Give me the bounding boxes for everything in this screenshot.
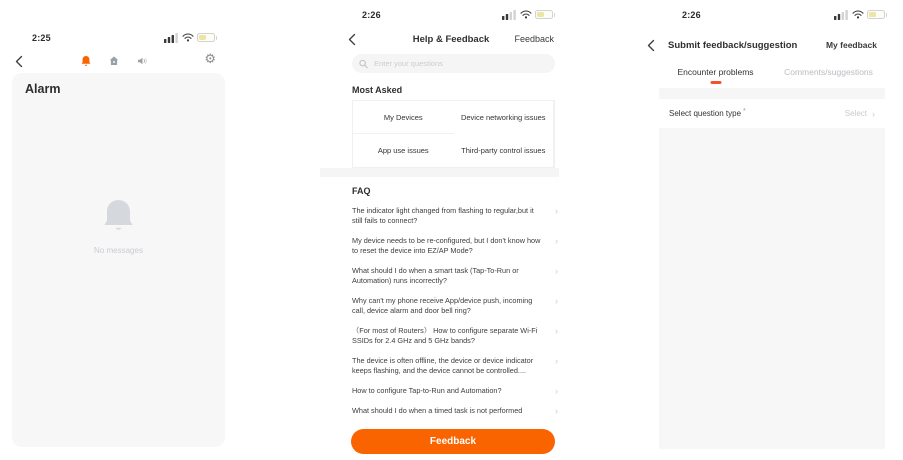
faq-item[interactable] <box>352 356 558 376</box>
submit-nav-bar <box>647 37 877 53</box>
alarm-bell-icon[interactable] <box>80 55 92 68</box>
chevron-right-icon: › <box>555 206 558 216</box>
section-divider <box>659 88 885 99</box>
question-type-row[interactable] <box>659 99 885 128</box>
faq-item[interactable] <box>352 386 558 396</box>
empty-bell-icon <box>100 196 137 235</box>
home-tab-icon[interactable] <box>108 55 120 67</box>
faq-item[interactable] <box>352 266 558 286</box>
search-input[interactable] <box>372 58 548 69</box>
chevron-right-icon: › <box>555 406 558 416</box>
chevron-right-icon: › <box>872 108 875 119</box>
nav-action-feedback[interactable]: Feedback <box>514 34 554 44</box>
status-icons <box>164 33 215 43</box>
faq-question-text: What should I do when a smart task (Tap-To-Run or Automation) runs incorrectly? <box>352 266 519 285</box>
back-button[interactable] <box>647 39 655 52</box>
search-bar <box>352 54 555 73</box>
status-time: 2:25 <box>32 32 51 43</box>
status-bar <box>682 8 885 21</box>
most-asked-cell-label: My Devices <box>383 112 423 122</box>
most-asked-cell-label: Third-party control issues <box>461 146 546 155</box>
faq-question-text: What should I do when a timed task is not performed <box>352 406 523 415</box>
section-divider <box>320 168 559 177</box>
section-heading-faq: FAQ <box>352 186 371 196</box>
most-asked-cell[interactable] <box>454 101 555 134</box>
status-bar <box>32 31 215 44</box>
signal-icon <box>834 10 849 20</box>
empty-state <box>12 196 225 255</box>
faq-question-text: The device is often offline, the device or device indicator keeps flashing, and the device cannot be controlled.... <box>352 356 534 375</box>
most-asked-cell-label: App use issues <box>377 146 429 155</box>
screen-alarm <box>0 0 236 460</box>
faq-question-text: How to configure Tap-to-Run and Automation? <box>352 386 502 395</box>
wifi-icon <box>182 33 194 42</box>
faq-question-text: Why can't my phone receive App/device push, incoming call, device alarm and door bell ring? <box>352 296 533 315</box>
chevron-right-icon: › <box>555 356 558 366</box>
most-asked-cell[interactable] <box>454 134 555 167</box>
battery-icon <box>535 10 553 19</box>
status-time: 2:26 <box>682 9 701 20</box>
status-bar <box>362 8 553 21</box>
faq-question-text: My device needs to be re-configured, but I don't know how to reset the device into EZ/AP Mode? <box>352 236 541 255</box>
chevron-right-icon: › <box>555 236 558 246</box>
alarm-panel <box>12 73 225 447</box>
nav-action-my-feedback[interactable]: My feedback <box>825 40 877 50</box>
faq-item[interactable] <box>352 236 558 256</box>
help-nav-bar <box>348 31 554 47</box>
battery-icon <box>197 33 215 42</box>
screen-help-feedback <box>301 0 602 460</box>
feedback-tabs <box>659 64 885 84</box>
status-time: 2:26 <box>362 9 381 20</box>
required-asterisk: * <box>743 108 746 115</box>
page-title: Help & Feedback <box>412 33 490 45</box>
screen-submit-feedback <box>602 0 903 460</box>
tab-comments-suggestions[interactable]: Comments/suggestions <box>784 67 873 77</box>
faq-item[interactable] <box>352 406 558 416</box>
back-button[interactable] <box>15 55 23 68</box>
wifi-icon <box>852 10 864 19</box>
status-icons <box>502 10 553 20</box>
bulletin-speaker-icon[interactable] <box>136 55 149 67</box>
most-asked-cell[interactable] <box>353 101 454 134</box>
faq-item[interactable] <box>352 296 558 316</box>
chevron-right-icon: › <box>555 266 558 276</box>
feedback-button[interactable]: Feedback <box>351 429 555 454</box>
select-value: Select <box>844 109 867 118</box>
faq-question-text: The indicator light changed from flashing to regular,but it still fails to connect? <box>352 206 534 225</box>
faq-item[interactable] <box>352 206 558 226</box>
most-asked-cell[interactable] <box>353 134 454 167</box>
page-title: Submit feedback/suggestion <box>668 39 798 51</box>
chevron-right-icon: › <box>555 386 558 396</box>
chevron-right-icon: › <box>555 296 558 306</box>
status-icons <box>834 10 885 20</box>
signal-icon <box>502 10 517 20</box>
most-asked-grid <box>352 100 555 168</box>
faq-list <box>352 206 558 426</box>
faq-question-text: （For most of Routers） How to configure separate Wi-Fi SSIDs for 2.4 GHz and 5 GHz bands? <box>352 326 538 345</box>
wifi-icon <box>520 10 532 19</box>
signal-icon <box>164 33 179 43</box>
page-title: Alarm <box>25 82 61 96</box>
message-center-tabs <box>80 52 149 70</box>
tab-encounter-problems[interactable]: Encounter problems <box>659 64 772 84</box>
back-button[interactable] <box>348 33 356 46</box>
chevron-right-icon: › <box>555 326 558 336</box>
faq-item[interactable] <box>352 326 558 346</box>
empty-message: No messages <box>94 246 143 255</box>
battery-icon <box>867 10 885 19</box>
question-type-label: Select question type <box>669 109 742 118</box>
settings-gear-icon[interactable]: ⚙ <box>204 51 216 66</box>
most-asked-cell-label: Device networking issues <box>460 113 546 122</box>
section-heading-most-asked: Most Asked <box>352 85 403 95</box>
search-icon <box>359 59 368 69</box>
form-body-placeholder <box>659 128 885 449</box>
